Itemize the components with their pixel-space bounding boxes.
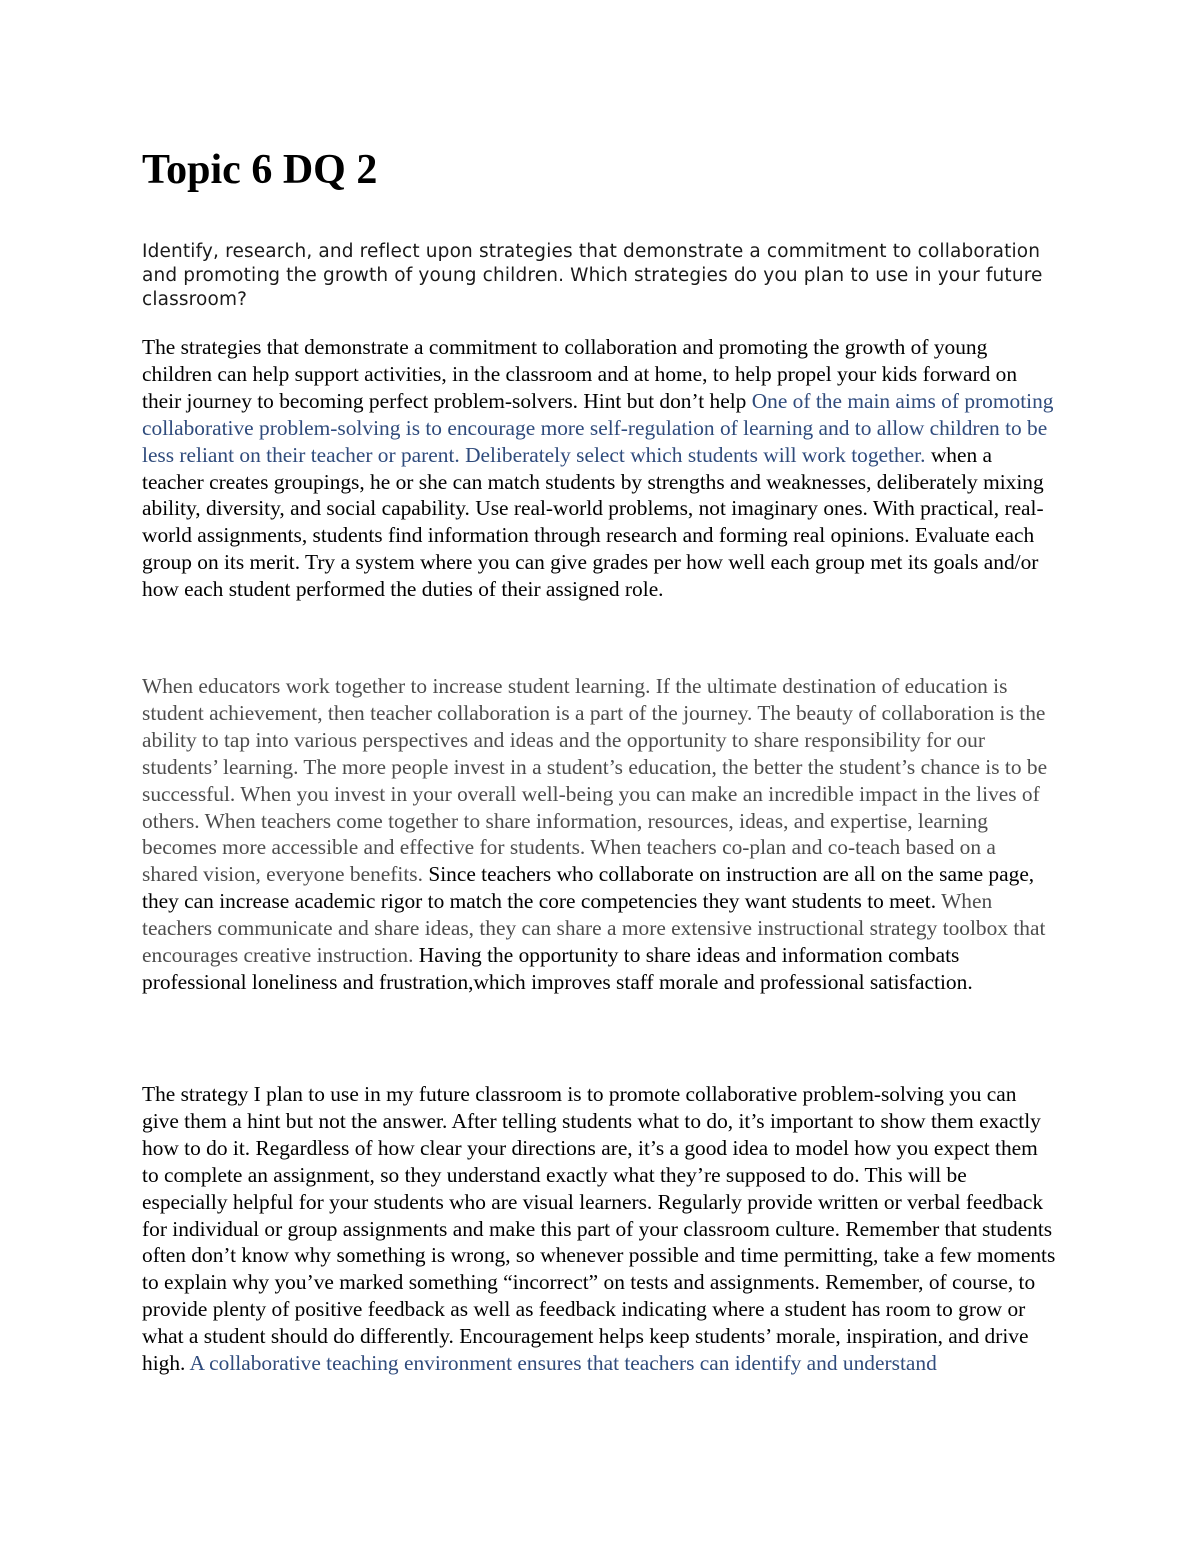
text-run: The strategies that demonstrate a commitment to collaboration and promoting the growth of young children can help support activities, in the classroom and at home, to help propel your kids forward on their journey to becoming perfect problem-solvers. Hint but don’t help <box>142 335 1018 413</box>
page-title: Topic 6 DQ 2 <box>142 147 378 193</box>
text-run: Having the opportunity to share ideas and information combats professional loneliness and frustration,which improves staff morale and professional satisfaction. <box>142 943 973 994</box>
paragraph-educator-collaboration <box>142 673 1057 996</box>
text-run: when a teacher creates groupings, he or she can match students by strengths and weaknesses, deliberately mixing ability, diversity, and social capability. Use real-world problems, not imaginary ones. With practical, real-world assignments, students find information through research and forming real opinions. Evaluate each group on its merit. Try a system where you can give grades per how well each group met its goals and/or how each student performed the duties of their assigned role. <box>142 442 1044 602</box>
text-run: Since teachers who collaborate on instruction are all on the same page, they can increase academic rigor to match the core competencies they want students to meet. <box>142 862 1035 914</box>
text-run-highlighted: One of the main aims of promoting collaborative problem-solving is to encourage more self-regulation of learning and to allow children to be less reliant on their teacher or parent. Deliberately select which students will work together. <box>142 388 1054 467</box>
text-run-gray: When educators work together to increase student learning. If the ultimate destination of education is student achievement, then teacher collaboration is a part of the journey. The beauty of collaboration is the ability to tap into various perspectives and ideas and the opportunity to share responsibility for our students’ learning. The more people invest in a student’s education, the better the student’s chance is to be successful. When you invest in your overall well-being you can make an incredible impact in the lives of others. When teachers come together to share information, resources, ideas, and expertise, learning becomes more accessible and effective for students. When teachers co-plan and co-teach based on a shared vision, everyone benefits. <box>142 674 1048 887</box>
discussion-prompt: Identify, research, and reflect upon strategies that demonstrate a commitment to collaboration and promoting the growth of young children. Which strategies do you plan to use in your future classroom? <box>142 241 1043 310</box>
text-run: The strategy I plan to use in my future classroom is to promote collaborative problem-solving you can give them a hint but not the answer. After telling students what to do, it’s important to show them exactly how to do it. Regardless of how clear your directions are, it’s a good idea to model how you expect them to complete an assignment, so they understand exactly what they’re supposed to do. This will be especially helpful for your students who are visual learners. Regularly provide written or verbal feedback for individual or group assignments and make this part of your classroom culture. Remember that students often don’t know why something is wrong, so whenever possible and time permitting, take a few moments to explain why you’ve marked something “incorrect” on tests and assignments. Remember, of course, to provide plenty of positive feedback as well as feedback indicating where a student has room to grow or what a student should do differently. Encouragement helps keep students’ morale, inspiration, and drive high. <box>142 1082 1056 1376</box>
text-run-highlighted: A collaborative teaching environment ensures that teachers can identify and understand <box>185 1351 937 1376</box>
paragraph-future-classroom-plan <box>142 1081 1057 1377</box>
paragraph-collaboration-strategies <box>142 334 1057 603</box>
text-run-gray: When teachers communicate and share ideas, they can share a more extensive instructional strategy toolbox that encourages creative instruction. <box>142 889 1046 968</box>
